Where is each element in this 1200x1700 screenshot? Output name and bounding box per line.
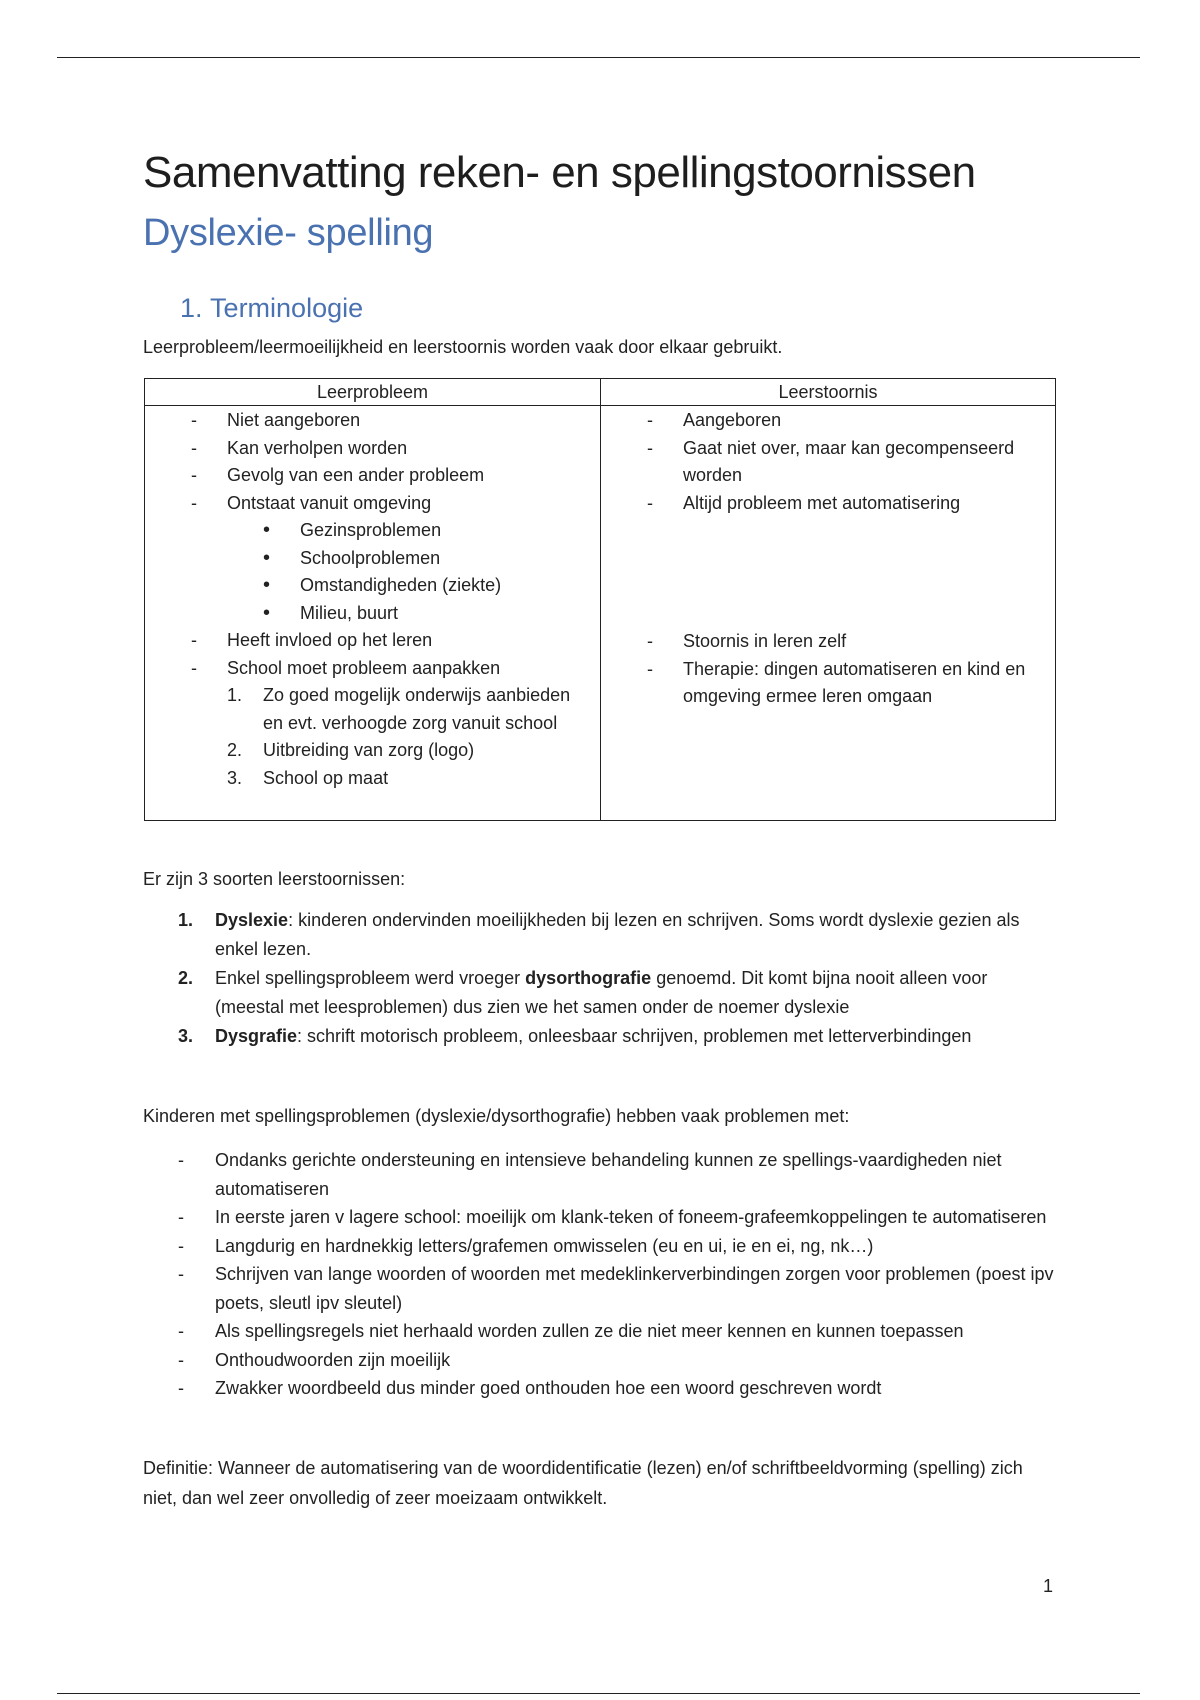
list-marker: - [647,437,653,458]
list-item-text: Milieu, buurt [300,602,399,623]
list-marker: - [191,465,197,485]
numbered-item [145,737,600,765]
list-marker: 2. [227,740,243,760]
list-item-text: In eerste jaren v lagere school: moeilijk om klank-teken of foneem-grafeemkoppelingen te automatiseren [215,1207,1047,1227]
list-marker: - [191,630,197,650]
header-rule [57,57,1140,58]
numbered-item [145,765,600,793]
list-item-text: Ontstaat vanuit omgeving [227,492,432,513]
list-item-text: Zo goed mogelijk onderwijs aanbieden en evt. verhoogde zorg vanuit school [263,685,571,733]
list-marker: - [178,1235,184,1256]
problem-item [178,1146,1078,1203]
definition-paragraph: Definitie: Wanneer de automatisering van de woordidentificatie (lezen) en/of schriftbeeldvorming (spelling) zich niet, dan wel zeer onvolledig of zeer moeizaam ontwikkelt. [143,1458,1023,1508]
list-item-text: Ondanks gerichte ondersteuning en intensieve behandeling kunnen ze spellings-vaardigheden niet automatiseren [215,1150,1002,1199]
right-group-b [601,628,1047,711]
leerstoornis-type [178,1022,1058,1051]
problems-intro: Kinderen met spellingsproblemen (dyslexie/dysorthografie) hebben vaak problemen met: [143,1106,850,1126]
leerstoornis-type [178,906,1058,964]
list-marker: 3. [178,1026,194,1046]
comparison-table [144,378,1056,821]
types-intro: Er zijn 3 soorten leerstoornissen: [143,869,406,889]
list-item [145,490,600,518]
list-item-text: Gezinsproblemen [300,520,442,540]
section-number: 1. [180,293,203,323]
list-item-text: Als spellingsregels niet herhaald worden zullen ze die niet meer kennen en kunnen toepassen [215,1321,964,1341]
list-item-text: School op maat [263,767,389,788]
list-item [601,490,1045,518]
types-list [178,906,1058,1051]
list-item [601,407,1045,435]
list-item [145,600,600,628]
problem-item [178,1374,1078,1403]
leerstoornis-type [178,964,1058,1022]
section-heading [180,293,363,324]
leerstoornis-cell [601,406,1056,821]
type-text: : kinderen ondervinden moeilijkheden bij lezen en schrijven. Soms wordt dyslexie gezien als enkel lezen. [215,910,1020,959]
list-marker: - [178,1150,184,1170]
list-marker: - [191,410,197,430]
intro-paragraph: Leerprobleem/leermoeilijkheid en leerstoornis worden vaak door elkaar gebruikt. [143,337,783,357]
list-marker: - [191,437,197,458]
list-item-text: Therapie: dingen automatiseren en kind en omgeving ermee leren omgaan [683,658,1026,706]
list-item [601,628,1047,656]
list-item [145,407,600,435]
problem-item [178,1232,1078,1261]
page-number: 1 [1043,1576,1054,1596]
type-name: Dyslexie [215,910,289,930]
list-marker: - [647,631,653,651]
list-item-text: Gaat niet over, maar kan gecompenseerd worden [683,437,1015,485]
list-item-text: School moet probleem aanpakken [227,657,501,678]
list-item-text: Aangeboren [683,410,782,430]
type-name: Dysgrafie [215,1026,298,1046]
table-header-leerstoornis: Leerstoornis [601,379,1056,406]
list-item-text: Onthoudwoorden zijn moeilijk [215,1349,451,1370]
list-item [145,435,600,463]
section-title: Terminologie [210,293,364,323]
list-item-text: Schoolproblemen [300,547,441,568]
numbered-item [145,682,600,737]
list-item-text: Kan verholpen worden [227,437,408,458]
list-item-text: Langdurig en hardnekkig letters/grafemen omwisselen (eu en ui, ie en ei, ng, nk…) [215,1235,874,1256]
table-header-leerprobleem: Leerprobleem [145,379,601,406]
list-item-text: Omstandigheden (ziekte) [300,575,502,595]
list-marker: - [191,492,197,513]
right-group-a [601,407,1045,517]
list-marker: - [191,657,197,678]
type-text: genoemd. Dit komt bijna nooit alleen voor (meestal met leesproblemen) dus zien we het samen onder de noemer dyslexie [215,968,988,1017]
list-item [145,545,600,573]
document-subtitle: Dyslexie- spelling [143,212,434,254]
problems-list [178,1146,1078,1403]
list-marker: - [647,492,653,513]
list-item [601,435,1045,490]
list-marker: 2. [178,968,194,988]
list-item [145,517,600,545]
list-marker: - [178,1349,184,1370]
list-item [145,627,600,655]
list-marker: - [647,410,653,430]
list-marker: • [263,546,271,569]
list-marker: • [263,601,271,624]
list-marker: - [178,1321,184,1341]
list-item-text: Heeft invloed op het leren [227,630,433,650]
problem-item [178,1203,1078,1232]
footer-rule [57,1693,1140,1694]
leerprobleem-cell [145,406,601,821]
list-item [145,462,600,490]
type-text: : schrift motorisch probleem, onleesbaar schrijven, problemen met letterverbindingen [297,1026,972,1046]
list-marker: - [178,1264,184,1284]
list-item-text: Uitbreiding van zorg (logo) [263,740,475,760]
list-marker: - [178,1378,184,1398]
list-marker: - [647,658,653,679]
list-item-text: Zwakker woordbeeld dus minder goed onthouden hoe een woord geschreven wordt [215,1378,882,1398]
list-marker: • [263,519,271,541]
list-marker: - [178,1207,184,1227]
type-name: dysorthografie [525,968,652,988]
list-item-text: Gevolg van een ander probleem [227,465,485,485]
document-title: Samenvatting reken- en spellingstoornissen [143,148,976,197]
list-item-text: Niet aangeboren [227,410,361,430]
list-item-text: Altijd probleem met automatisering [683,492,961,513]
list-marker: 3. [227,767,243,788]
list-marker: 1. [178,910,194,930]
type-text: Enkel spellingsprobleem werd vroeger [215,968,526,988]
problem-item [178,1346,1078,1375]
problem-item [178,1317,1078,1346]
list-item-text: Schrijven van lange woorden of woorden met medeklinkerverbindingen zorgen voor problemen (poest ipv poets, sleutl ipv sleutel) [215,1264,1054,1313]
list-item [145,572,600,600]
list-item-text: Stoornis in leren zelf [683,631,847,651]
problem-item [178,1260,1078,1317]
list-item [145,655,600,683]
list-marker: • [263,574,271,596]
list-item [601,656,1047,711]
list-marker: 1. [227,685,243,705]
